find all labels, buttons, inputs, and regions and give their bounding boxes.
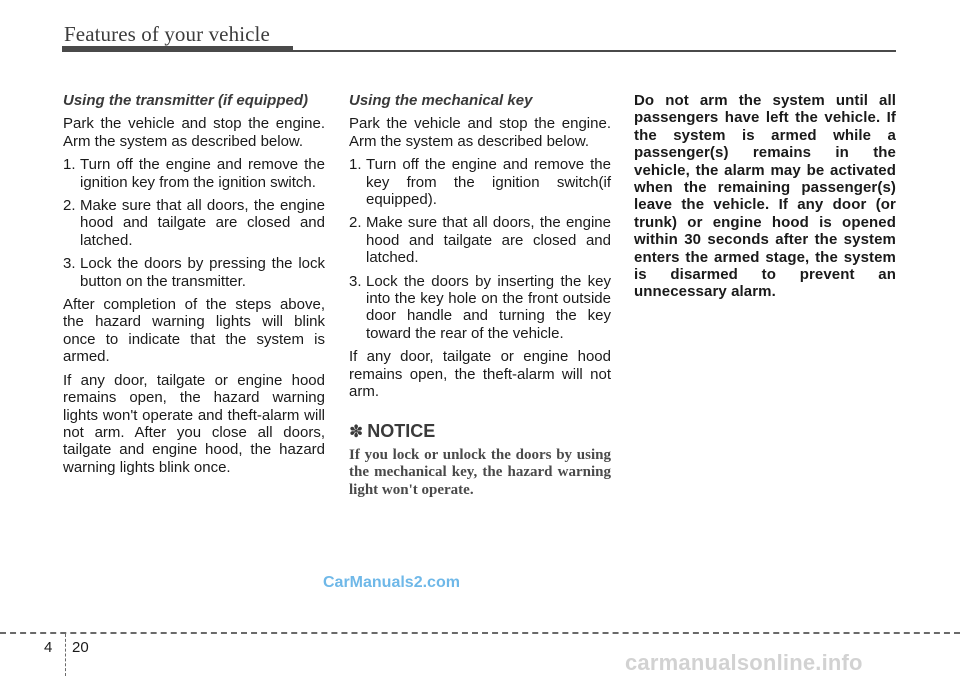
paragraph: If any door, tailgate or engine hood remains open, the theft-alarm will not arm. [349, 348, 611, 401]
warning-text: Do not arm the system until all passengers have left the vehicle. If the system is armed while a passenger(s) remains in the vehicle, the alarm may be activated when the remaining passenger(s) leave the vehicle. If any door (or trunk) or engine hood is opened within 30 seconds after the system enters the armed stage, the system is disarmed to prevent an unnecessary alarm. [634, 92, 896, 301]
step-number: 3. [63, 255, 76, 273]
header-rule-thick [62, 46, 293, 52]
list-item [349, 214, 611, 266]
notice-title [349, 420, 611, 441]
column-transmitter [63, 92, 325, 482]
column-mechanical-key [349, 92, 611, 499]
step-text: Turn off the engine and remove the ignition key from the ignition switch. [80, 156, 325, 191]
watermark-link[interactable]: CarManuals2.com [323, 574, 460, 591]
step-text: Turn off the engine and remove the key from the ignition switch(if equipped). [366, 156, 611, 209]
list-item [63, 156, 325, 191]
footer-vertical-divider [65, 634, 66, 676]
step-text: Lock the doors by pressing the lock button on the transmitter. [80, 255, 325, 290]
chapter-number: 4 [44, 639, 53, 656]
step-number: 2. [349, 214, 362, 232]
paragraph: If any door, tailgate or engine hood remains open, the hazard warning lights won't operate and theft-alarm will not arm. After you close all doors, tailgate and engine hood, the hazard warning lights blink once. [63, 371, 325, 476]
section-heading-transmitter: Using the transmitter (if equipped) [63, 92, 309, 109]
step-number: 1. [349, 156, 362, 174]
footer-divider [0, 632, 960, 634]
list-item [349, 156, 611, 208]
steps-list [349, 156, 611, 342]
step-text: Make sure that all doors, the engine hood and tailgate are closed and latched. [366, 214, 611, 267]
intro-paragraph: Park the vehicle and stop the engine. Arm the system as described below. [349, 115, 611, 150]
step-text: Make sure that all doors, the engine hood and tailgate are closed and latched. [80, 197, 325, 249]
steps-list [63, 156, 325, 290]
header-title: Features of your vehicle [64, 22, 270, 46]
site-watermark: carmanualsonline.info [625, 650, 863, 675]
step-text: Lock the doors by inserting the key into the key hole on the front outside door handle and turning the key toward the rear of the vehicle. [366, 272, 611, 342]
header-rule-thin [293, 50, 896, 52]
paragraph: After completion of the steps above, the hazard warning lights will blink once to indicate that the system is armed. [63, 296, 325, 366]
list-item [349, 273, 611, 343]
step-number: 3. [349, 272, 362, 290]
step-number: 1. [63, 156, 76, 174]
list-item [63, 255, 325, 290]
notice-label: NOTICE [367, 420, 436, 441]
column-warning [634, 92, 896, 301]
notice-star-icon: ✽ [349, 421, 364, 441]
page-number: 20 [72, 639, 89, 656]
notice-text: If you lock or unlock the doors by using the mechanical key, the hazard warning light won't operate. [349, 446, 611, 498]
page-header [0, 0, 960, 60]
section-heading-mechanical-key: Using the mechanical key [349, 92, 533, 109]
intro-paragraph: Park the vehicle and stop the engine. Arm the system as described below. [63, 115, 325, 150]
list-item [63, 197, 325, 249]
step-number: 2. [63, 197, 76, 215]
